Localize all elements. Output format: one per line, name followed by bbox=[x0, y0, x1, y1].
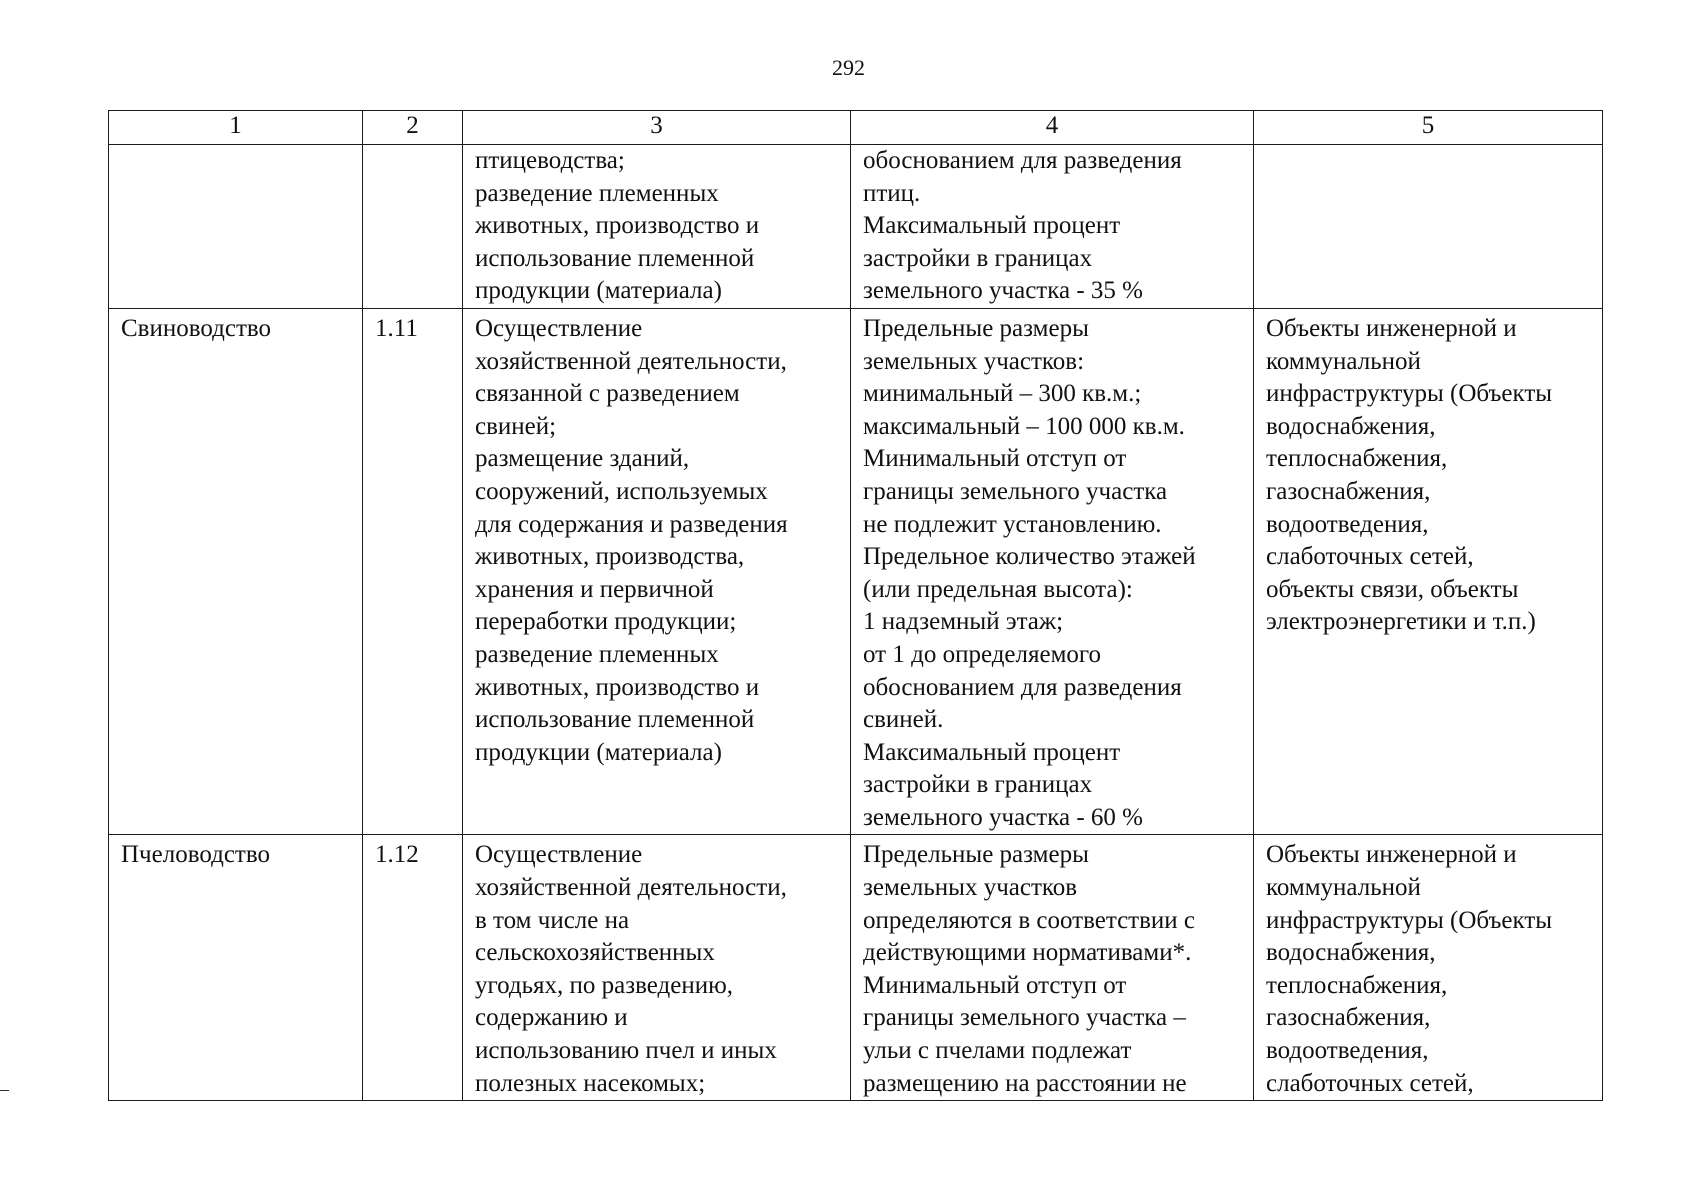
cell-text-line: объекты связи, объекты bbox=[1266, 575, 1519, 603]
cell-text-line: минимальный – 300 кв.м.; bbox=[863, 380, 1142, 408]
cell-text-line: границы земельного участка bbox=[863, 477, 1168, 505]
cell-text-line: продукции (материала) bbox=[475, 738, 722, 766]
cell-text-line: Предельное количество этажей bbox=[863, 543, 1196, 571]
cell-text-line: теплоснабжения, bbox=[1266, 445, 1448, 473]
cell-text-line: свиней; bbox=[475, 412, 557, 440]
cell-text-line: (или предельная высота): bbox=[863, 575, 1133, 603]
description-cell bbox=[463, 145, 851, 309]
column-header: 5 bbox=[1254, 111, 1603, 145]
cell-text-line: водоснабжения, bbox=[1266, 939, 1436, 967]
cell-text-line: сельскохозяйственных bbox=[475, 939, 715, 967]
use-name-cell: Свиноводство bbox=[109, 308, 363, 835]
cell-text-line: коммунальной bbox=[1266, 347, 1421, 375]
column-header: 4 bbox=[851, 111, 1254, 145]
cell-text-line: водоотведения, bbox=[1266, 510, 1429, 538]
cell-text-line: использованию пчел и иных bbox=[475, 1037, 777, 1065]
cell-text-line: птиц. bbox=[863, 179, 921, 207]
cell-text-line: застройки в границах bbox=[863, 244, 1093, 272]
auxiliary-uses-cell bbox=[1254, 145, 1603, 309]
use-name-cell: Пчеловодство bbox=[109, 835, 363, 1101]
cell-text-line: птицеводства; bbox=[475, 147, 625, 174]
cell-text-line: не подлежит установлению. bbox=[863, 510, 1162, 538]
cell-text-line: Максимальный процент bbox=[863, 738, 1121, 766]
cell-text-line: хозяйственной деятельности, bbox=[475, 347, 787, 375]
cell-text-line: свиней. bbox=[863, 706, 944, 734]
cell-text-line: Предельные размеры bbox=[863, 841, 1089, 869]
cell-text-line: размещению на расстоянии не bbox=[863, 1069, 1187, 1097]
use-name-cell bbox=[109, 145, 363, 309]
table-row bbox=[109, 145, 1603, 309]
parameters-cell bbox=[851, 308, 1254, 835]
cell-text-line: Минимальный отступ от bbox=[863, 971, 1127, 999]
column-header: 3 bbox=[463, 111, 851, 145]
cell-text-line: продукции (материала) bbox=[475, 277, 722, 305]
cell-text-line: газоснабжения, bbox=[1266, 477, 1431, 505]
column-header: 2 bbox=[363, 111, 463, 145]
cell-text-line: максимальный – 100 000 кв.м. bbox=[863, 412, 1185, 440]
table-row bbox=[109, 308, 1603, 835]
auxiliary-uses-cell bbox=[1254, 835, 1603, 1101]
cell-text-line: животных, производство и bbox=[475, 212, 760, 240]
zoning-table bbox=[108, 110, 1603, 1101]
cell-text-line: сооружений, используемых bbox=[475, 477, 768, 505]
cell-text-line: Осуществление bbox=[475, 841, 643, 869]
cell-text-line: хранения и первичной bbox=[475, 575, 714, 603]
cell-text-line: коммунальной bbox=[1266, 874, 1421, 902]
column-header: 1 bbox=[109, 111, 363, 145]
cell-text-line: Объекты инженерной и bbox=[1266, 314, 1517, 342]
cell-text-line: границы земельного участка – bbox=[863, 1004, 1186, 1032]
cell-text-line: инфраструктуры (Объекты bbox=[1266, 906, 1553, 934]
cell-text-line: содержанию и bbox=[475, 1004, 628, 1032]
cell-text-line: определяются в соответствии с bbox=[863, 906, 1196, 934]
cell-text-line: земельного участка - 60 % bbox=[863, 803, 1143, 831]
cell-text-line: слаботочных сетей, bbox=[1266, 543, 1474, 571]
cell-text-line: обоснованием для разведения bbox=[863, 673, 1182, 701]
cell-text-line: ульи с пчелами подлежат bbox=[863, 1037, 1132, 1065]
cell-text-line: Объекты инженерной и bbox=[1266, 841, 1517, 869]
cell-text-line: земельных участков bbox=[863, 874, 1078, 902]
table-header-row bbox=[109, 111, 1603, 145]
parameters-cell bbox=[851, 145, 1254, 309]
cell-text-line: хозяйственной деятельности, bbox=[475, 874, 787, 902]
cell-text-line: инфраструктуры (Объекты bbox=[1266, 380, 1553, 408]
cell-text-line: земельного участка - 35 % bbox=[863, 277, 1143, 305]
cell-text-line: теплоснабжения, bbox=[1266, 971, 1448, 999]
cell-text-line: в том числе на bbox=[475, 906, 630, 934]
auxiliary-uses-cell bbox=[1254, 308, 1603, 835]
use-code-cell: 1.11 bbox=[363, 308, 463, 835]
description-cell bbox=[463, 308, 851, 835]
cell-text-line: связанной с разведением bbox=[475, 380, 740, 408]
cell-text-line: животных, производство и bbox=[475, 673, 760, 701]
cell-text-line: земельных участков: bbox=[863, 347, 1085, 375]
page-number: 292 bbox=[832, 55, 865, 80]
cell-text-line: газоснабжения, bbox=[1266, 1004, 1431, 1032]
cell-text-line: разведение племенных bbox=[475, 640, 719, 668]
description-cell bbox=[463, 835, 851, 1101]
cell-text-line: Осуществление bbox=[475, 314, 643, 342]
cell-text-line: использование племенной bbox=[475, 244, 755, 272]
cell-text-line: разведение племенных bbox=[475, 179, 719, 207]
cell-text-line: водоотведения, bbox=[1266, 1037, 1429, 1065]
cell-text-line: размещение зданий, bbox=[475, 445, 690, 473]
cell-text-line: слаботочных сетей, bbox=[1266, 1069, 1474, 1097]
cell-text-line: Предельные размеры bbox=[863, 314, 1089, 342]
cell-text-line: от 1 до определяемого bbox=[863, 640, 1102, 668]
cell-text-line: переработки продукции; bbox=[475, 608, 737, 636]
cell-text-line: действующими нормативами*. bbox=[863, 939, 1192, 967]
table-row bbox=[109, 835, 1603, 1101]
cell-text-line: обоснованием для разведения bbox=[863, 147, 1182, 174]
use-code-cell bbox=[363, 145, 463, 309]
cell-text-line: Минимальный отступ от bbox=[863, 445, 1127, 473]
parameters-cell bbox=[851, 835, 1254, 1101]
use-code-cell: 1.12 bbox=[363, 835, 463, 1101]
cell-text-line: использование племенной bbox=[475, 706, 755, 734]
cell-text-line: электроэнергетики и т.п.) bbox=[1266, 608, 1536, 636]
scan-edge-mark bbox=[0, 1090, 9, 1091]
cell-text-line: водоснабжения, bbox=[1266, 412, 1436, 440]
cell-text-line: животных, производства, bbox=[475, 543, 745, 571]
cell-text-line: Максимальный процент bbox=[863, 212, 1121, 240]
cell-text-line: 1 надземный этаж; bbox=[863, 608, 1064, 636]
cell-text-line: для содержания и разведения bbox=[475, 510, 788, 538]
cell-text-line: застройки в границах bbox=[863, 771, 1093, 799]
cell-text-line: угодьях, по разведению, bbox=[475, 971, 734, 999]
cell-text-line: полезных насекомых; bbox=[475, 1069, 706, 1097]
